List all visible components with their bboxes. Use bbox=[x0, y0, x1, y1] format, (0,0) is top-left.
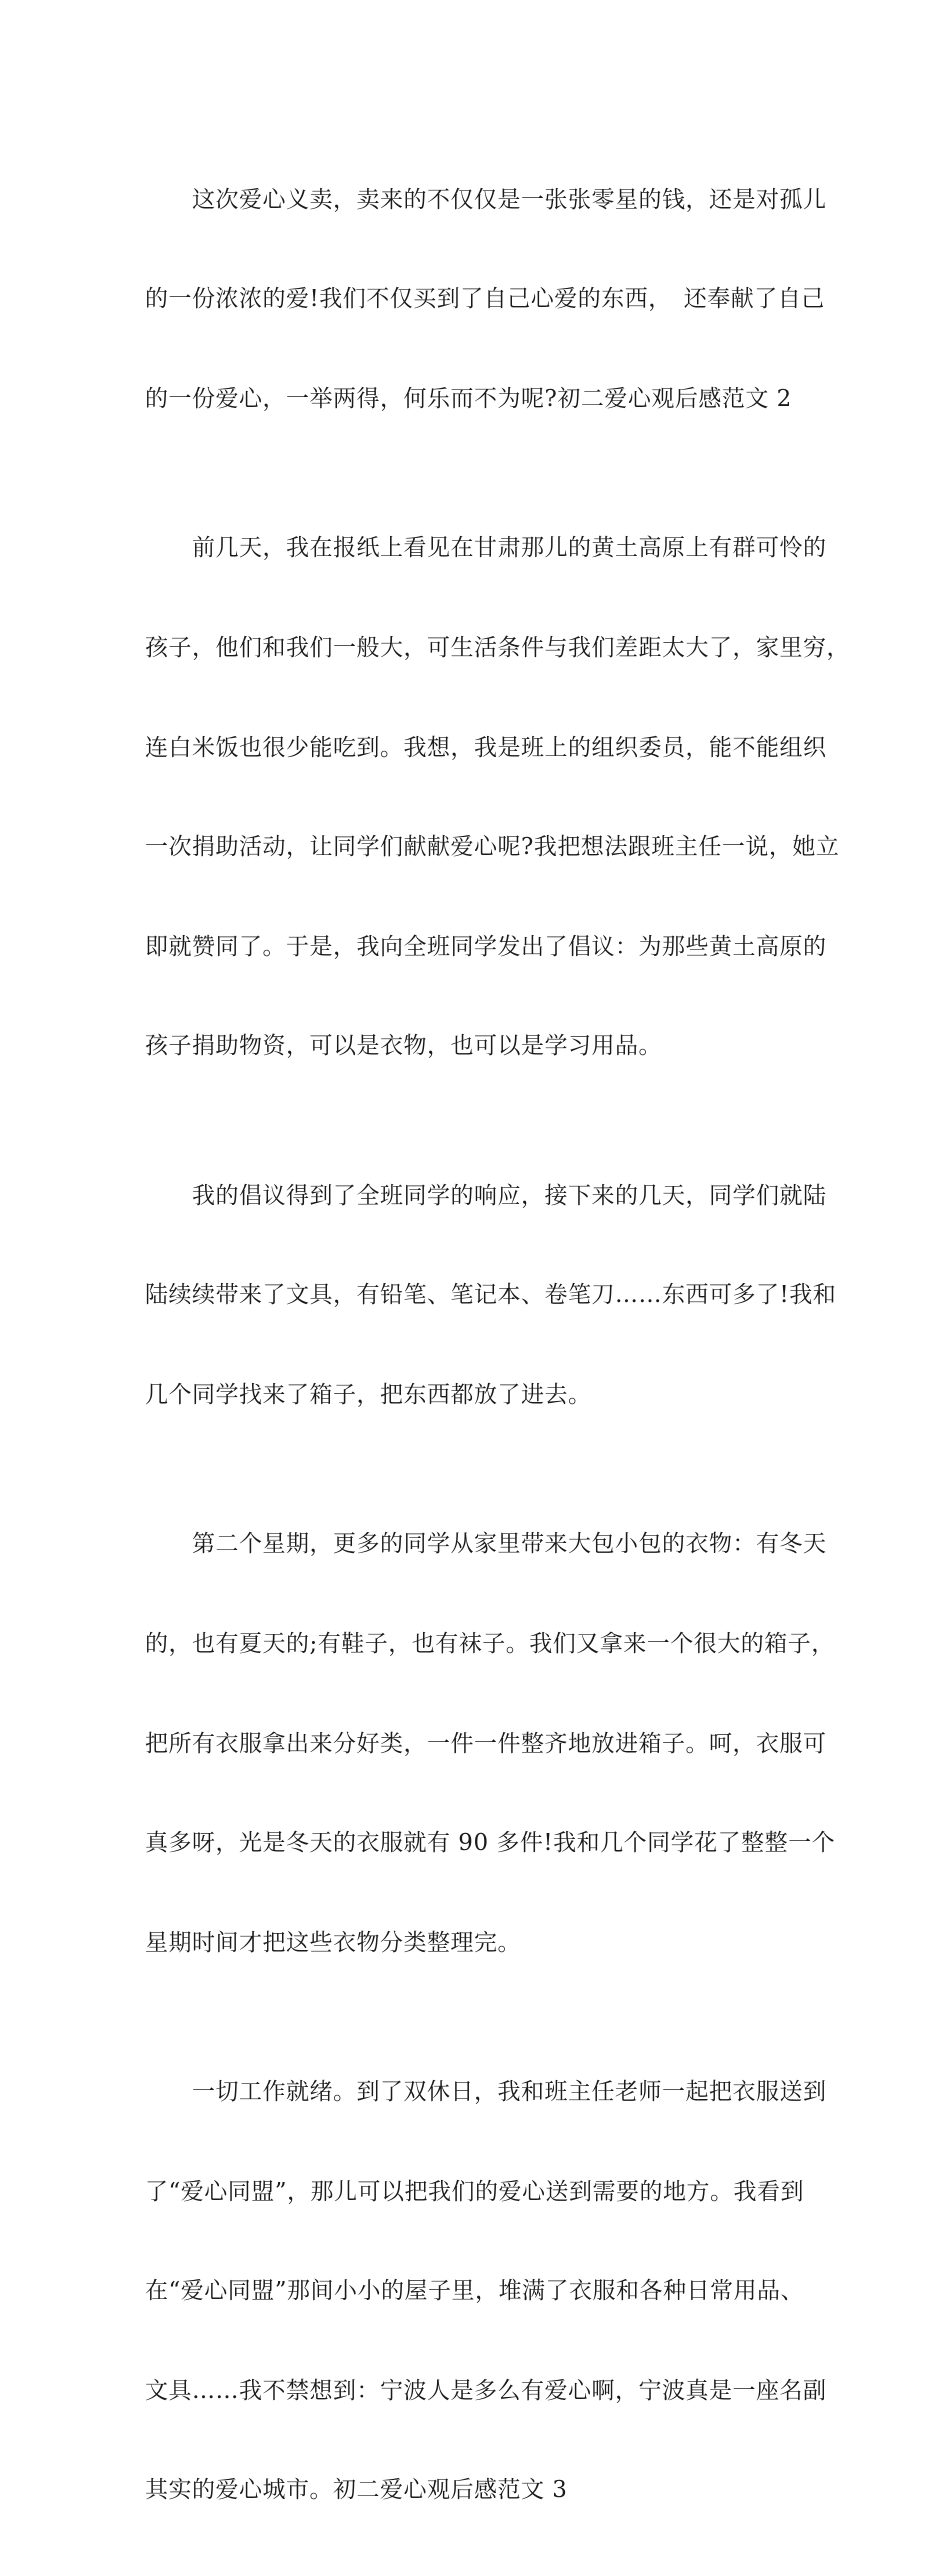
text-line: 把所有衣服拿出来分好类，一件一件整齐地放进箱子。呵，衣服可 bbox=[145, 1730, 827, 1757]
text-line: 孩子，他们和我们一般大，可生活条件与我们差距太大了，家里穷， bbox=[145, 634, 850, 661]
text-line: 一次捐助活动，让同学们献献爱心呢?我把想法跟班主任一说，她立 bbox=[145, 834, 840, 861]
text-line: 孩子捐助物资，可以是衣物，也可以是学习用品。 bbox=[145, 1033, 662, 1060]
text-line: 第二个星期，更多的同学从家里带来大包小包的衣物：有冬天 bbox=[145, 1531, 827, 1558]
text-line: 的一份爱心，一举两得，何乐而不为呢?初二爱心观后感范文 2 bbox=[145, 385, 792, 412]
text-line: 其实的爱心城市。初二爱心观后感范文 3 bbox=[145, 2477, 568, 2504]
text-line: 这次爱心义卖，卖来的不仅仅是一张张零星的钱，还是对孤儿 bbox=[145, 186, 827, 213]
paragraph-3 bbox=[145, 1122, 837, 1471]
paragraph-1 bbox=[145, 126, 827, 475]
text-line: 我的倡议得到了全班同学的响应，接下来的几天，同学们就陆 bbox=[145, 1182, 827, 1209]
text-line: 即就赞同了。于是，我向全班同学发出了倡议：为那些黄土高原的 bbox=[145, 933, 827, 960]
text-line: 前几天，我在报纸上看见在甘肃那儿的黄土高原上有群可怜的 bbox=[145, 535, 827, 562]
paragraph-2 bbox=[145, 475, 850, 1122]
text-line: 真多呀，光是冬天的衣服就有 90 多件!我和几个同学花了整整一个 bbox=[145, 1830, 836, 1857]
text-line: 星期时间才把这些衣物分类整理完。 bbox=[145, 1929, 521, 1956]
text-line: 文具……我不禁想到：宁波人是多么有爱心啊，宁波真是一座名副 bbox=[145, 2377, 827, 2404]
text-line: 陆续续带来了文具，有铅笔、笔记本、卷笔刀……东西可多了!我和 bbox=[145, 1282, 837, 1309]
document-body bbox=[145, 126, 850, 2566]
text-line: 了“爱心同盟”，那儿可以把我们的爱心送到需要的地方。我看到 bbox=[145, 2178, 805, 2205]
text-line: 一切工作就绪。到了双休日，我和班主任老师一起把衣服送到 bbox=[145, 2079, 827, 2106]
paragraph-5 bbox=[145, 2018, 827, 2566]
paragraph-4 bbox=[145, 1471, 836, 2019]
text-line: 几个同学找来了箱子，把东西都放了进去。 bbox=[145, 1381, 592, 1408]
text-line: 在“爱心同盟”那间小小的屋子里，堆满了衣服和各种日常用品、 bbox=[145, 2278, 805, 2305]
text-line: 的一份浓浓的爱!我们不仅买到了自己心爱的东西， 还奉献了自己 bbox=[145, 286, 825, 313]
text-line: 连白米饭也很少能吃到。我想，我是班上的组织委员，能不能组织 bbox=[145, 734, 827, 761]
text-line: 的，也有夏天的;有鞋子，也有袜子。我们又拿来一个很大的箱子， bbox=[145, 1630, 835, 1657]
